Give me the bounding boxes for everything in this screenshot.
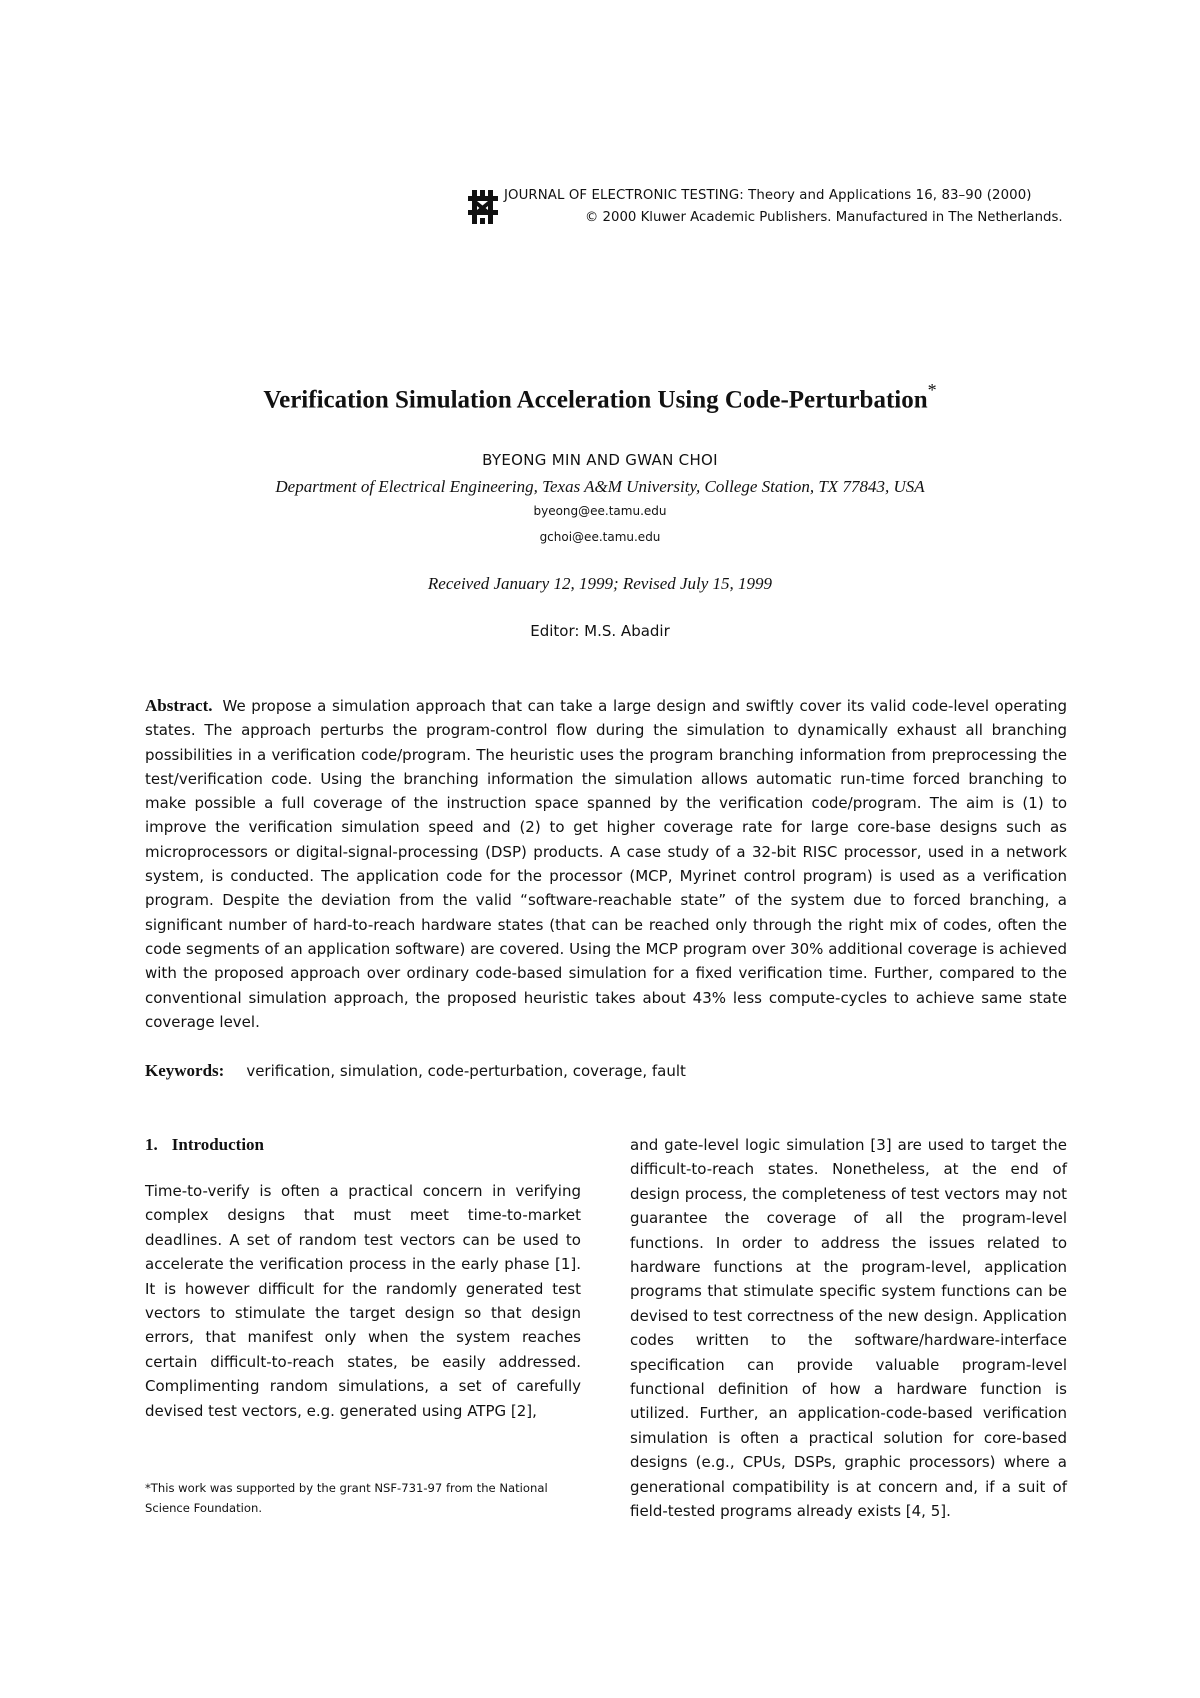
abstract-text: We propose a simulation approach that can take a large design and swiftly cover its valid code-level operating states. The approach perturbs the program-control flow during the simulation to dynamically exhaust all branching possibilities in a verification code/program. The heuristic uses the program branching information from preprocessing the test/verification code. Using the branching information the simulation allows automatic run-time forced branching to make possible a full coverage of the instruction space spanned by the verification code/program. The aim is (1) to improve the verification simulation speed and (2) to get higher coverage rate for large core-base designs such as microprocessors or digital-signal-processing (DSP) products. A case study of a 32-bit RISC processor, used in a network system, is conducted. The application code for the processor (MCP, Myrinet control program) is used as a verification program. Despite the deviation from the valid “software-reachable state” of the system due to forced branching, a significant number of hard-to-reach hardware states (that can be reached only through the right mix of codes, often the code segments of an application software) are covered. Using the MCP program over 30% additional coverage is achieved with the proposed approach over ordinary code-based simulation for a fixed verification time. Further, compared to the conventional simulation approach, the proposed heuristic takes about 43% less compute-cycles to achieve same state coverage level. [145, 697, 1067, 1031]
right-column [630, 1133, 1067, 1524]
title-footnote-mark: * [927, 380, 937, 400]
abstract [145, 694, 1067, 1034]
received-dates: Received January 12, 1999; Revised July 15, 1999 [427, 574, 773, 593]
email-1: byeong@ee.tamu.edu [533, 504, 667, 518]
footnote: *This work was supported by the grant NSF-731-97 from the National Science Foundation. [145, 1481, 548, 1515]
paper-title [0, 382, 1200, 414]
section-heading-introduction [145, 1133, 581, 1157]
keywords-text: verification, simulation, code-perturbation, coverage, fault [246, 1062, 686, 1080]
email-2: gchoi@ee.tamu.edu [539, 530, 661, 544]
intro-paragraph-left: Time-to-verify is often a practical concern in verifying complex designs that must meet time-to-market deadlines. A set of random test vectors can be used to accelerate the verification process in the early phase [1]. It is however difficult for the randomly generated test vectors to stimulate the target design so that design errors, that manifest only when the system reaches certain difficult-to-reach states, be easily addressed. Complimenting random simulations, a set of carefully devised test vectors, e.g. generated using ATPG [2], [145, 1182, 581, 1420]
publisher-logo-icon [468, 190, 498, 224]
affiliation: Department of Electrical Engineering, Texas A&M University, College Station, TX 77843, USA [275, 477, 925, 496]
journal-line: JOURNAL OF ELECTRONIC TESTING: Theory and Applications 16, 83–90 (2000) [504, 188, 1032, 203]
intro-paragraph-right: and gate-level logic simulation [3] are used to target the difficult-to-reach states. Nonetheless, at the end of design process, the completeness of test vectors may not guarantee the coverage of all the program-level functions. In order to address the issues related to hardware functions at the program-level, application programs that stimulate specific system functions can be devised to test correctness of the new design. Application codes written to the software/hardware-interface specification can provide valuable program-level functional definition of how a hardware function is utilized. Further, an application-code-based verification simulation is often a practical solution for core-based designs (e.g., CPUs, DSPs, graphic processors) where a generational compatibility is at concern and, if a suit of field-tested programs already exists [4, 5]. [630, 1136, 1067, 1521]
left-column [145, 1133, 581, 1423]
editor: Editor: M.S. Abadir [530, 622, 670, 640]
section-number: 1. [145, 1135, 158, 1154]
section-title: Introduction [171, 1135, 265, 1154]
title-text: Verification Simulation Acceleration Using Code-Perturbation [263, 386, 928, 414]
copyright-line: © 2000 Kluwer Academic Publishers. Manufactured in The Netherlands. [585, 210, 1063, 225]
keywords [145, 1061, 1067, 1081]
authors: BYEONG MIN AND GWAN CHOI [482, 451, 718, 469]
abstract-label: Abstract. [145, 696, 213, 715]
keywords-label: Keywords: [145, 1061, 225, 1080]
